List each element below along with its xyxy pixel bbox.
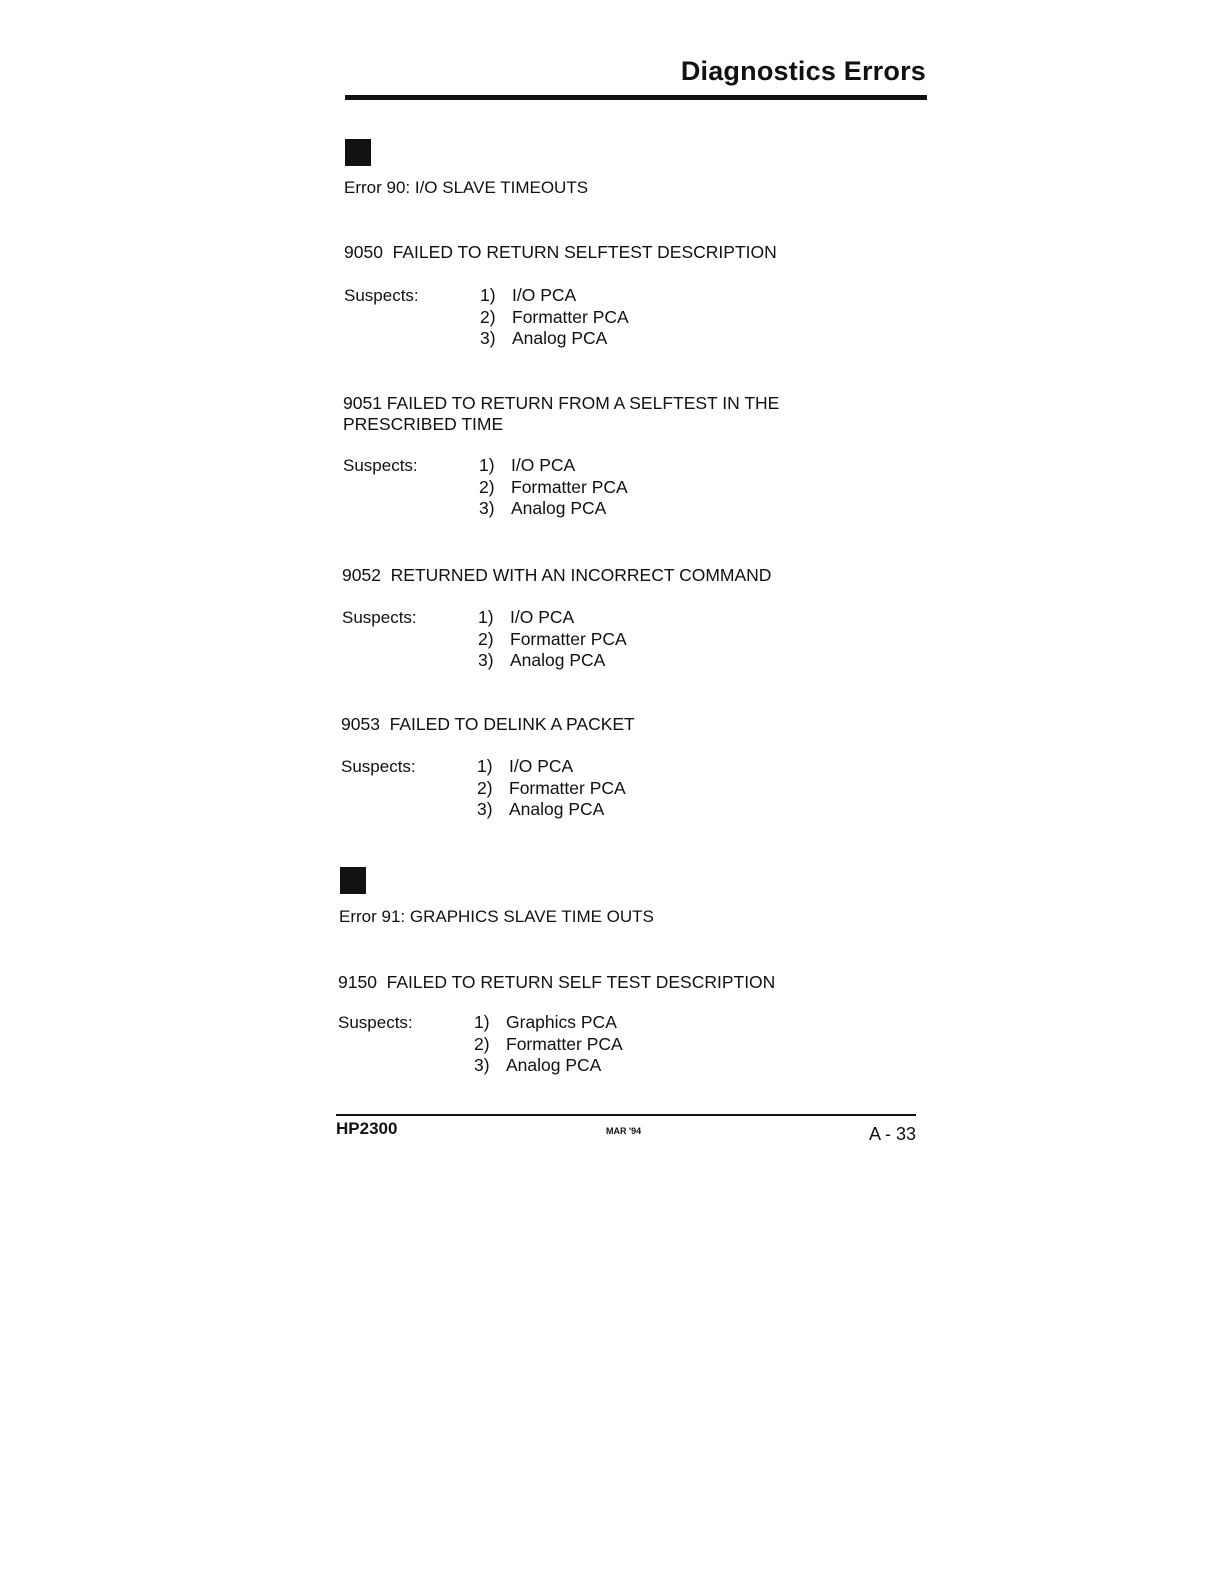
error-9052-suspects-list [478,607,627,672]
list-item: 1) I/O PCA [478,607,575,627]
footer-rule [336,1114,916,1116]
error-9050-description: 9050 FAILED TO RETURN SELFTEST DESCRIPTION [344,242,777,262]
error-91-marker [340,867,366,894]
error-9150-description: 9150 FAILED TO RETURN SELF TEST DESCRIPTION [338,972,776,992]
footer-date: MAR '94 [606,1126,642,1136]
list-item: 1) Graphics PCA [474,1012,617,1032]
list-item: 3) Analog PCA [477,799,605,819]
error-90-marker [345,139,371,166]
list-item: 2) Formatter PCA [479,476,628,497]
footer-page-number: A - 33 [868,1124,916,1144]
error-9053-suspects-list [477,756,626,821]
list-item: 3) Analog PCA [480,328,608,348]
list-item: 2) Formatter PCA [480,306,629,327]
error-9052-suspects-label: Suspects: [342,608,417,627]
error-91-heading: Error 91: GRAPHICS SLAVE TIME OUTS [339,907,654,926]
list-item: 1) I/O PCA [479,455,576,475]
footer-model: HP2300 [336,1119,398,1138]
list-item: 2) Formatter PCA [478,628,627,649]
error-9053-suspects-label: Suspects: [341,757,416,776]
error-9051-description: 9051 FAILED TO RETURN FROM A SELFTEST IN THE PRESCRIBED TIME [343,393,780,434]
error-9050-suspects-list [480,285,629,350]
list-item: 1) I/O PCA [480,285,577,305]
title-rule [345,95,927,100]
page-title: Diagnostics Errors [680,56,926,86]
list-item: 2) Formatter PCA [477,777,626,798]
error-90-heading: Error 90: I/O SLAVE TIMEOUTS [344,178,589,197]
error-9150-suspects-label: Suspects: [338,1013,413,1032]
list-item: 2) Formatter PCA [474,1033,623,1054]
error-9051-suspects-label: Suspects: [343,456,418,475]
error-9050-suspects-label: Suspects: [344,286,419,305]
list-item: 3) Analog PCA [478,650,606,670]
error-9051-suspects-list [479,455,628,520]
list-item: 3) Analog PCA [474,1055,602,1075]
list-item: 3) Analog PCA [479,498,607,518]
error-9150-suspects-list [474,1012,623,1077]
error-9052-description: 9052 RETURNED WITH AN INCORRECT COMMAND [342,565,772,585]
error-9053-description: 9053 FAILED TO DELINK A PACKET [341,714,635,734]
list-item: 1) I/O PCA [477,756,574,776]
